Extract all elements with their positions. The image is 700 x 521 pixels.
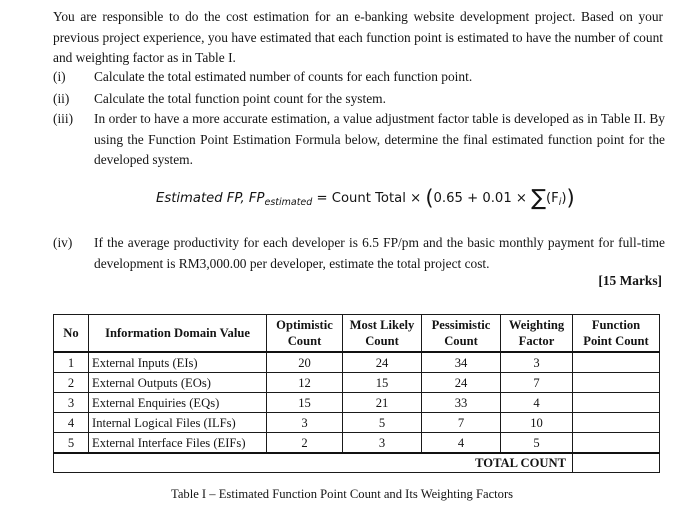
header-pessimistic: Pessimistic Count [422,315,501,353]
cell-no: 1 [54,352,89,373]
intro-paragraph: You are responsible to do the cost estimation for an e-banking website development project. Based on your previous project experience, you have estimated that each function point is estimated to have the number of count and weighting factor as in Table I. [53,9,663,65]
header-most-likely: Most Likely Count [343,315,422,353]
table-row [54,393,660,413]
cell-weighting: 5 [501,433,573,454]
cell-most-likely: 5 [343,413,422,433]
table-row [54,352,660,373]
header-no: No [54,315,89,353]
formula-lhs-subscript: estimated [264,197,313,208]
cell-optimistic: 12 [267,373,343,393]
cell-function-point [573,413,660,433]
question-ii [53,89,665,110]
cell-pessimistic: 24 [422,373,501,393]
cell-no: 5 [54,433,89,454]
question-number: (i) [53,69,66,84]
cell-function-point [573,393,660,413]
cell-optimistic: 15 [267,393,343,413]
function-point-table [53,314,660,473]
cell-domain: External Enquiries (EQs) [89,393,267,413]
table-row [54,413,660,433]
formula-lhs: Estimated FP, FP [156,191,265,206]
cell-function-point [573,373,660,393]
cell-most-likely: 21 [343,393,422,413]
formula-close-paren: ) [566,186,575,210]
formula-term-subscript: i [558,197,562,208]
cell-most-likely: 15 [343,373,422,393]
formula-equals: = Count Total × [312,191,426,206]
cell-domain: External Inputs (EIs) [89,352,267,373]
header-domain: Information Domain Value [89,315,267,353]
cell-function-point [573,352,660,373]
total-count-label: TOTAL COUNT [54,453,573,473]
cell-weighting: 7 [501,373,573,393]
question-iii [53,109,665,171]
cell-optimistic: 2 [267,433,343,454]
question-text: If the average productivity for each developer is 6.5 FP/pm and the basic monthly payment for full-time development is RM3,000.00 per developer, estimate the total project cost. [94,235,665,271]
question-iv [53,233,665,274]
question-text: Calculate the total estimated number of counts for each function point. [94,69,473,84]
cell-pessimistic: 4 [422,433,501,454]
cell-weighting: 3 [501,352,573,373]
cell-most-likely: 3 [343,433,422,454]
cell-optimistic: 3 [267,413,343,433]
table-row [54,433,660,454]
header-optimistic: Optimistic Count [267,315,343,353]
question-i [53,67,665,88]
cell-weighting: 4 [501,393,573,413]
question-text: In order to have a more accurate estimation, a value adjustment factor table is developed as in Table II. By using the Function Point Estimation Formula below, determine the final estimated function point for the developed system. [94,111,665,167]
header-function-point: Function Point Count [573,315,660,353]
formula-term-close: ) [561,191,567,206]
cell-pessimistic: 7 [422,413,501,433]
total-count-value [573,453,660,473]
cell-no: 3 [54,393,89,413]
cell-pessimistic: 33 [422,393,501,413]
cell-no: 4 [54,413,89,433]
cell-weighting: 10 [501,413,573,433]
total-count-row [54,453,660,473]
cell-optimistic: 20 [267,352,343,373]
question-number: (iv) [53,235,73,250]
cell-function-point [573,433,660,454]
table-header-row [54,315,660,353]
marks-label: [15 Marks] [598,273,662,288]
table-caption: Table I – Estimated Function Point Count and Its Weighting Factors [171,487,514,501]
cell-pessimistic: 34 [422,352,501,373]
header-weighting: Weighting Factor [501,315,573,353]
cell-domain: External Outputs (EOs) [89,373,267,393]
formula-open-paren: ( [425,186,434,210]
cell-domain: Internal Logical Files (ILFs) [89,413,267,433]
question-text: Calculate the total function point count for the system. [94,91,386,106]
fp-estimation-formula [156,186,575,211]
formula-constant: 0.65 + 0.01 × [433,191,532,206]
cell-most-likely: 24 [343,352,422,373]
cell-no: 2 [54,373,89,393]
question-number: (iii) [53,111,74,126]
formula-term: (F [545,191,559,206]
sigma-symbol: ∑ [531,186,546,211]
question-number: (ii) [53,91,70,106]
table-row [54,373,660,393]
cell-domain: External Interface Files (EIFs) [89,433,267,454]
